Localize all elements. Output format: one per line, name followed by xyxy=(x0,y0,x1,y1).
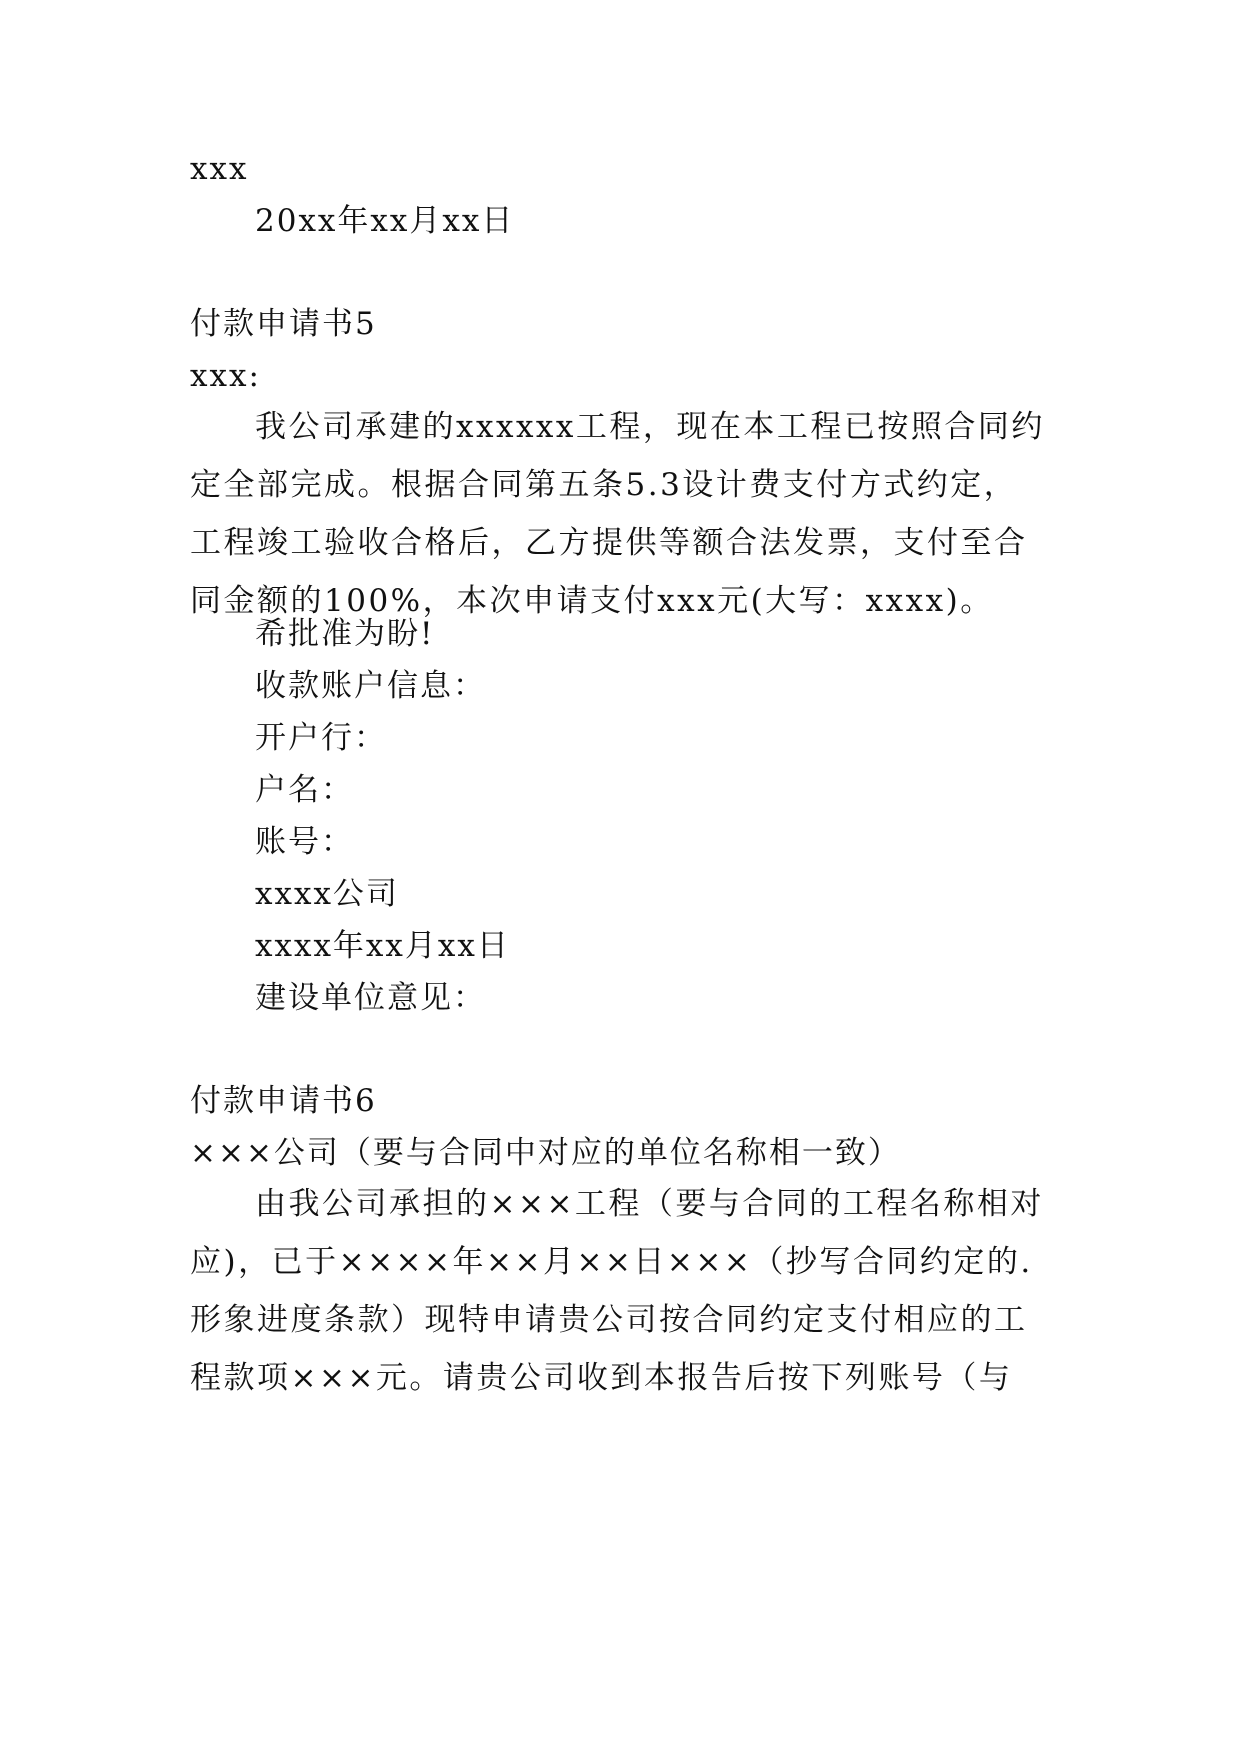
section5-company: xxxx公司 xyxy=(255,876,399,912)
section5-opinion: 建设单位意见： xyxy=(255,980,486,1016)
section5-account-number: 账号： xyxy=(255,824,354,860)
section5-account-info: 收款账户信息： xyxy=(255,668,486,704)
previous-date: 20xx年xx月xx日 xyxy=(255,203,515,239)
section5-account-name: 户名： xyxy=(255,772,354,808)
section5-body: 我公司承建的xxxxxx工程，现在本工程已按照合同约定全部完成。根据合同第五条5.3设计费支付方式约定，工程竣工验收合格后，乙方提供等额合法发票，支付至合同金额的100%，本次申请支付xxx元(大写：xxxx)。 xyxy=(190,409,1045,619)
section6-body: 由我公司承担的×××工程（要与合同的工程名称相对应)，已于××××年××月××日×××（抄写合同约定的.形象进度条款）现特申请贵公司按合同约定支付相应的工程款项×××元。请贵公司收到本报告后按下列账号（与 xyxy=(190,1186,1044,1396)
section5-date: xxxx年xx月xx日 xyxy=(255,928,510,964)
section6-title: 付款申请书6 xyxy=(190,1083,377,1119)
section5-bank: 开户行： xyxy=(255,720,387,756)
section5-salutation: xxx: xyxy=(190,358,261,394)
section5-title: 付款申请书5 xyxy=(190,306,377,342)
section5-request: 希批准为盼! xyxy=(255,616,435,652)
previous-sign: xxx xyxy=(190,151,249,187)
section6-salutation: ×××公司（要与合同中对应的单位名称相一致） xyxy=(190,1135,901,1171)
